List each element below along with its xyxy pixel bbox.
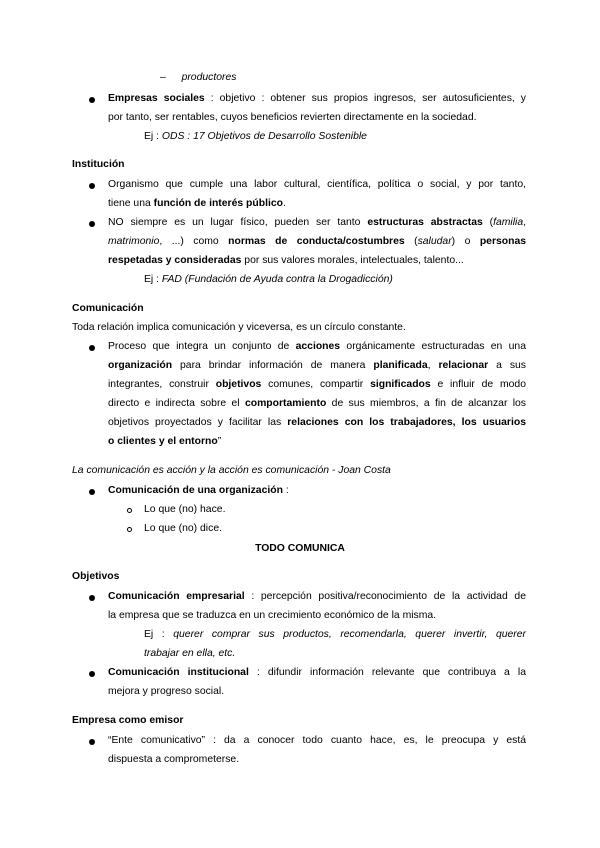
institucion-b2-line-2: matrimonio, ...) como normas de conducta/costumbres (saludar) o personas	[108, 236, 527, 247]
comunicacion-b1-line-5: objetivos proyectados y facilitar las relaciones con los trabajadores, los usuarios	[108, 417, 526, 428]
empresas-sociales-line-2: por tanto, ser rentables, cuyos beneficios revierten directamente en la sociedad.	[108, 112, 477, 123]
objetivos-b1-line-2: la empresa que se traduzca en un crecimiento económico de la misma.	[108, 610, 437, 621]
dash-item-text: productores	[181, 72, 237, 83]
comunicacion-organizacion: Comunicación de una organización :	[108, 485, 289, 496]
sub-item-hace: Lo que (no) hace.	[144, 504, 226, 515]
objetivos-b2-line-1: Comunicación institucional : difundir información relevante que contribuya a la	[108, 667, 526, 678]
todo-comunica: TODO COMUNICA	[255, 543, 345, 554]
bullet-icon	[89, 671, 95, 677]
dash-list-item	[160, 71, 236, 85]
hollow-bullet-icon	[127, 527, 132, 532]
objetivos-b2-line-2: mejora y progreso social.	[108, 686, 225, 697]
bullet-icon	[89, 595, 95, 601]
empresas-sociales-example: Ej : ODS : 17 Objetivos de Desarrollo Sostenible	[144, 131, 367, 142]
empresas-sociales-line-1: Empresas sociales : objetivo : obtener sus propios ingresos, ser autosuficientes, y	[108, 93, 526, 104]
objetivos-b1-line-1: Comunicación empresarial : percepción positiva/reconocimiento de la actividad de	[108, 591, 526, 602]
institucion-b1-line-1: Organismo que cumple una labor cultural, científica, política o social, y por tanto,	[108, 179, 526, 190]
objetivos-example-line-2: trabajar en ella, etc.	[144, 648, 236, 659]
dash-marker: –	[160, 72, 166, 83]
bullet-icon	[89, 97, 95, 103]
comunicacion-b1-line-3: integrantes, construir objetivos comunes, compartir significados e influir de modo	[108, 379, 526, 390]
bullet-icon	[89, 221, 95, 227]
institucion-b2-line-3: respetadas y consideradas por sus valores morales, intelectuales, talento...	[108, 255, 464, 266]
comunicacion-b1-line-4: directo e indirecta sobre el comportamiento de sus miembros, a fin de alcanzar los	[108, 398, 527, 409]
heading-empresa-emisor: Empresa como emisor	[72, 715, 184, 726]
heading-comunicacion: Comunicación	[72, 303, 144, 314]
comunicacion-intro: Toda relación implica comunicación y viceversa, es un círculo constante.	[72, 322, 406, 333]
comunicacion-b1-line-2: organización para brindar información de manera planificada, relacionar a sus	[108, 360, 526, 371]
bullet-icon	[89, 183, 95, 189]
objetivos-example-line-1: Ej : querer comprar sus productos, recomendarla, querer invertir, querer	[144, 629, 526, 640]
comunicacion-b1-line-1: Proceso que integra un conjunto de acciones orgánicamente estructuradas en una	[108, 341, 526, 352]
heading-objetivos: Objetivos	[72, 571, 120, 582]
institucion-example: Ej : FAD (Fundación de Ayuda contra la Drogadicción)	[144, 274, 393, 285]
bullet-icon	[89, 739, 95, 745]
institucion-b2-line-1: NO siempre es un lugar físico, pueden ser tanto estructuras abstractas (familia,	[108, 217, 527, 228]
bullet-icon	[89, 489, 95, 495]
heading-institucion: Institución	[72, 159, 125, 170]
hollow-bullet-icon	[127, 508, 132, 513]
bullet-icon	[89, 345, 95, 351]
comunicacion-b1-line-6: o clientes y el entorno”	[108, 436, 222, 447]
institucion-b1-line-2: tiene una función de interés público.	[108, 198, 286, 209]
emisor-b1-line-1: “Ente comunicativo” : da a conocer todo cuanto hace, es, le preocupa y está	[108, 735, 526, 746]
comunicacion-quote: La comunicación es acción y la acción es comunicación - Joan Costa	[72, 465, 391, 476]
emisor-b1-line-2: dispuesta a comprometerse.	[108, 754, 240, 765]
sub-item-dice: Lo que (no) dice.	[144, 523, 222, 534]
